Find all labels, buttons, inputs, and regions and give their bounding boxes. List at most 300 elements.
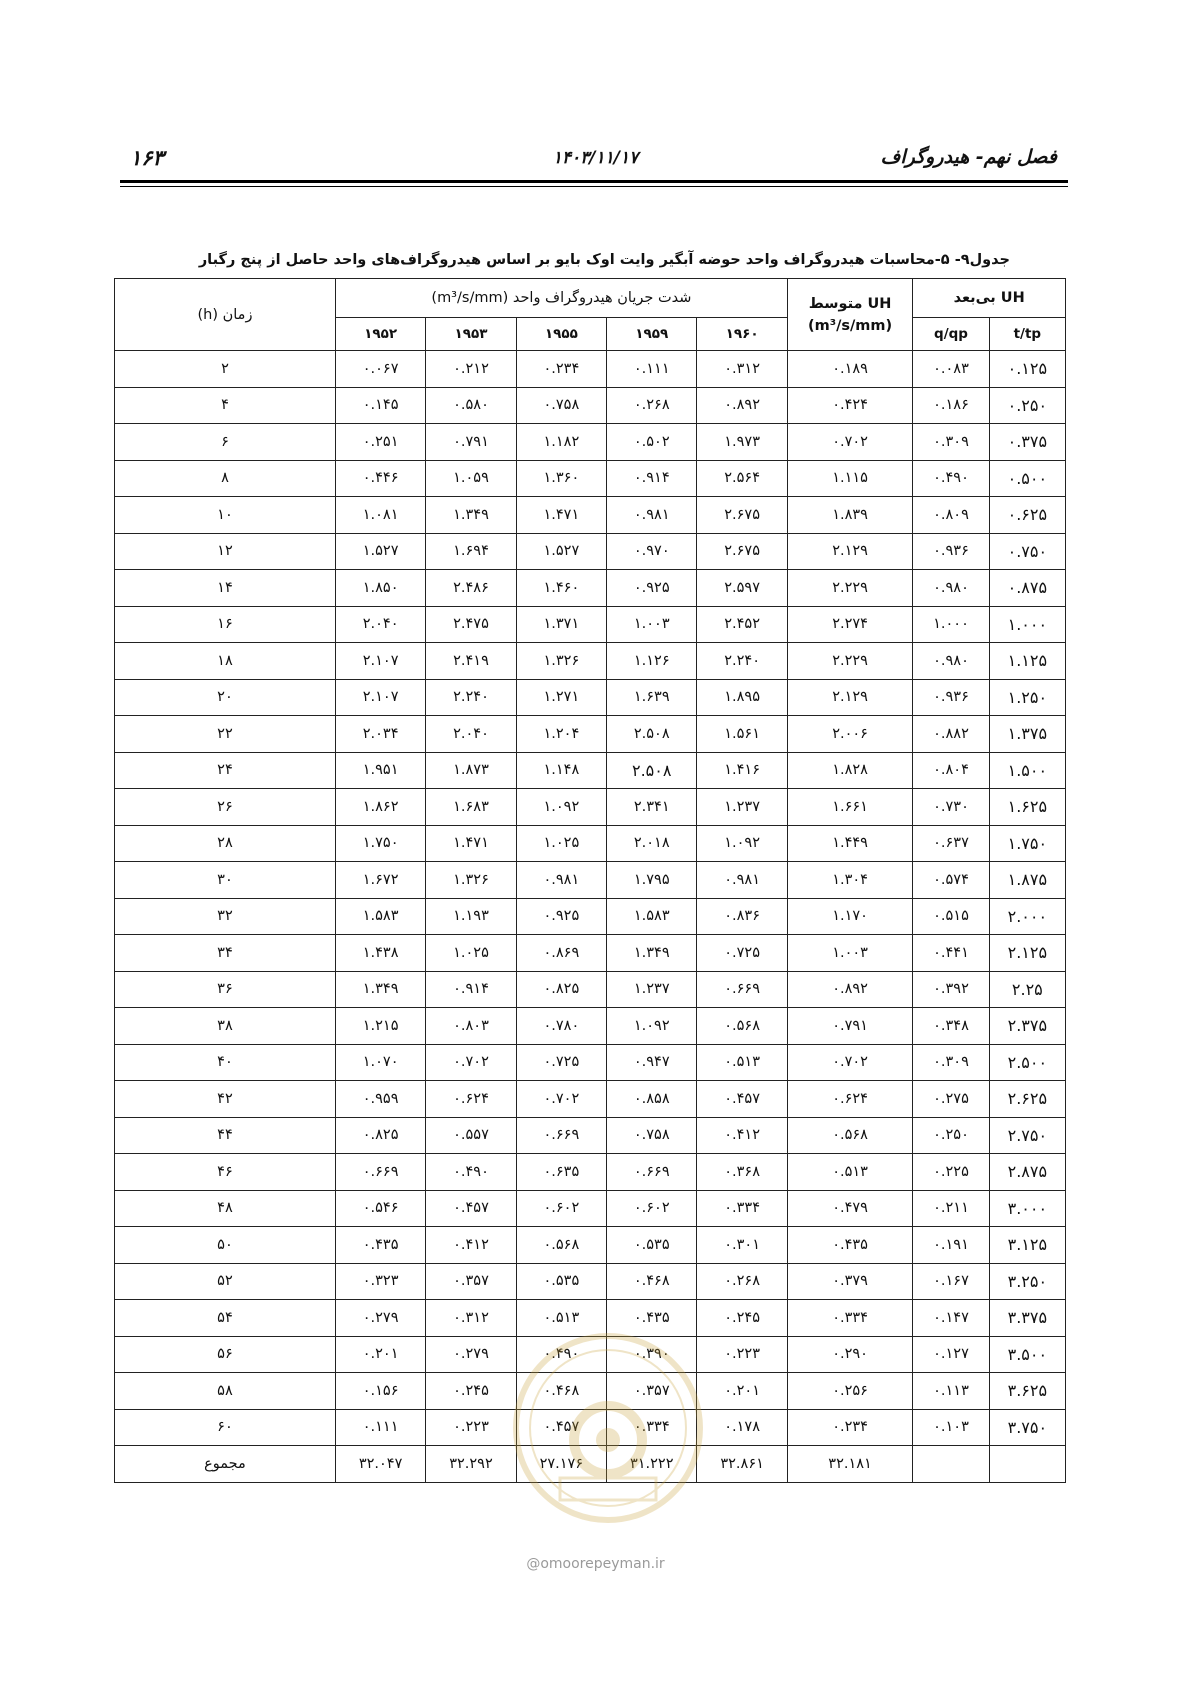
cell-y1953: ۰.۷۹۱ xyxy=(426,424,516,461)
cell-time: ۸ xyxy=(115,460,336,497)
cell-y1955: ۰.۶۶۹ xyxy=(516,1117,606,1154)
cell-y1955: ۱.۲۰۴ xyxy=(516,716,606,753)
cell-y1960: ۱.۲۳۷ xyxy=(697,789,787,826)
cell-y1955: ۰.۵۳۵ xyxy=(516,1263,606,1300)
table-row xyxy=(115,1008,1066,1045)
header-dimensionless: UH بی‌بعد xyxy=(913,279,1066,318)
cell-y1960: ۰.۸۳۶ xyxy=(697,898,787,935)
cell-avg: ۲.۱۲۹ xyxy=(787,679,913,716)
cell-qqp: ۰.۴۴۱ xyxy=(913,935,989,972)
cell-time: ۵۰ xyxy=(115,1227,336,1264)
cell-avg: ۱.۱۷۰ xyxy=(787,898,913,935)
cell-y1959: ۰.۹۴۷ xyxy=(607,1044,697,1081)
cell-y1952: ۰.۰۶۷ xyxy=(335,351,425,388)
cell-y1960: ۱.۰۹۲ xyxy=(697,825,787,862)
cell-y1952: ۱.۹۵۱ xyxy=(335,752,425,789)
cell-y1955: ۱.۴۷۱ xyxy=(516,497,606,534)
cell-qqp: ۰.۸۰۴ xyxy=(913,752,989,789)
cell-time: ۳۲ xyxy=(115,898,336,935)
cell-y1959: ۱.۲۳۷ xyxy=(607,971,697,1008)
table-row xyxy=(115,1263,1066,1300)
table-row xyxy=(115,1117,1066,1154)
cell-avg: ۰.۷۰۲ xyxy=(787,424,913,461)
cell-avg: ۰.۷۹۱ xyxy=(787,1008,913,1045)
total-y1959: ۳۱.۲۲۲ xyxy=(607,1446,697,1483)
cell-y1953: ۱.۸۷۳ xyxy=(426,752,516,789)
cell-y1955: ۰.۴۵۷ xyxy=(516,1409,606,1446)
cell-time: ۲۲ xyxy=(115,716,336,753)
cell-ttp: ۱.۲۵۰ xyxy=(989,679,1065,716)
cell-qqp: ۰.۲۱۱ xyxy=(913,1190,989,1227)
cell-y1959: ۰.۶۶۹ xyxy=(607,1154,697,1191)
cell-y1952: ۲.۱۰۷ xyxy=(335,679,425,716)
cell-avg: ۰.۲۵۶ xyxy=(787,1373,913,1410)
header-rule-thick xyxy=(120,180,1068,183)
cell-y1953: ۰.۳۵۷ xyxy=(426,1263,516,1300)
cell-qqp: ۰.۱۴۷ xyxy=(913,1300,989,1337)
cell-y1953: ۰.۵۸۰ xyxy=(426,387,516,424)
cell-ttp: ۲.۵۰۰ xyxy=(989,1044,1065,1081)
cell-qqp: ۰.۱۲۷ xyxy=(913,1336,989,1373)
total-y1952: ۳۲.۰۴۷ xyxy=(335,1446,425,1483)
watermark-url: @omoorepeyman.ir xyxy=(526,1556,665,1572)
cell-y1960: ۱.۴۱۶ xyxy=(697,752,787,789)
cell-y1952: ۰.۱۵۶ xyxy=(335,1373,425,1410)
table-row xyxy=(115,862,1066,899)
table-row xyxy=(115,1227,1066,1264)
cell-time: ۱۲ xyxy=(115,533,336,570)
cell-y1953: ۰.۲۷۹ xyxy=(426,1336,516,1373)
cell-y1952: ۱.۵۸۳ xyxy=(335,898,425,935)
cell-y1953: ۱.۴۷۱ xyxy=(426,825,516,862)
cell-y1959: ۰.۶۰۲ xyxy=(607,1190,697,1227)
cell-y1952: ۱.۷۵۰ xyxy=(335,825,425,862)
cell-y1952: ۲.۰۳۴ xyxy=(335,716,425,753)
cell-y1959: ۰.۳۹۰ xyxy=(607,1336,697,1373)
table-row xyxy=(115,606,1066,643)
cell-avg: ۱.۸۲۸ xyxy=(787,752,913,789)
cell-y1952: ۰.۳۲۳ xyxy=(335,1263,425,1300)
cell-qqp: ۰.۰۸۳ xyxy=(913,351,989,388)
cell-y1955: ۰.۷۵۸ xyxy=(516,387,606,424)
cell-y1952: ۰.۲۵۱ xyxy=(335,424,425,461)
cell-y1960: ۰.۸۹۲ xyxy=(697,387,787,424)
cell-y1952: ۱.۸۵۰ xyxy=(335,570,425,607)
cell-ttp: ۰.۳۷۵ xyxy=(989,424,1065,461)
cell-avg: ۲.۲۲۹ xyxy=(787,570,913,607)
cell-y1959: ۰.۹۸۱ xyxy=(607,497,697,534)
cell-y1960: ۲.۵۹۷ xyxy=(697,570,787,607)
cell-qqp: ۰.۵۱۵ xyxy=(913,898,989,935)
cell-qqp: ۱.۰۰۰ xyxy=(913,606,989,643)
cell-avg: ۰.۵۱۳ xyxy=(787,1154,913,1191)
cell-ttp: ۳.۷۵۰ xyxy=(989,1409,1065,1446)
cell-y1959: ۰.۵۰۲ xyxy=(607,424,697,461)
header-uh-group: شدت جریان هیدروگراف واحد (m³/s/mm) xyxy=(335,279,787,318)
cell-y1953: ۱.۰۵۹ xyxy=(426,460,516,497)
table-row xyxy=(115,497,1066,534)
cell-y1952: ۰.۱۱۱ xyxy=(335,1409,425,1446)
cell-avg: ۰.۳۷۹ xyxy=(787,1263,913,1300)
cell-avg: ۰.۶۲۴ xyxy=(787,1081,913,1118)
table-row xyxy=(115,424,1066,461)
table-row xyxy=(115,570,1066,607)
cell-y1952: ۱.۴۳۸ xyxy=(335,935,425,972)
cell-time: ۵۶ xyxy=(115,1336,336,1373)
cell-y1953: ۰.۲۲۳ xyxy=(426,1409,516,1446)
cell-y1960: ۲.۲۴۰ xyxy=(697,643,787,680)
cell-y1959: ۲.۵۰۸ xyxy=(607,752,697,789)
cell-y1955: ۱.۱۸۲ xyxy=(516,424,606,461)
cell-y1953: ۰.۹۱۴ xyxy=(426,971,516,1008)
cell-avg: ۰.۵۶۸ xyxy=(787,1117,913,1154)
cell-time: ۴۸ xyxy=(115,1190,336,1227)
cell-y1960: ۰.۱۷۸ xyxy=(697,1409,787,1446)
cell-y1955: ۰.۲۳۴ xyxy=(516,351,606,388)
cell-y1952: ۱.۲۱۵ xyxy=(335,1008,425,1045)
cell-y1953: ۱.۳۴۹ xyxy=(426,497,516,534)
cell-ttp: ۰.۵۰۰ xyxy=(989,460,1065,497)
cell-avg: ۲.۲۲۹ xyxy=(787,643,913,680)
cell-ttp: ۰.۶۲۵ xyxy=(989,497,1065,534)
cell-y1955: ۰.۷۸۰ xyxy=(516,1008,606,1045)
cell-y1953: ۰.۵۵۷ xyxy=(426,1117,516,1154)
cell-ttp: ۰.۱۲۵ xyxy=(989,351,1065,388)
cell-y1960: ۰.۷۲۵ xyxy=(697,935,787,972)
cell-time: ۳۴ xyxy=(115,935,336,972)
cell-ttp: ۱.۱۲۵ xyxy=(989,643,1065,680)
table-row xyxy=(115,1081,1066,1118)
cell-time: ۴ xyxy=(115,387,336,424)
cell-y1955: ۱.۳۶۰ xyxy=(516,460,606,497)
cell-y1960: ۰.۲۶۸ xyxy=(697,1263,787,1300)
cell-qqp: ۰.۹۸۰ xyxy=(913,570,989,607)
cell-qqp: ۰.۸۰۹ xyxy=(913,497,989,534)
table-row xyxy=(115,825,1066,862)
cell-y1960: ۰.۲۴۵ xyxy=(697,1300,787,1337)
cell-y1960: ۰.۳۳۴ xyxy=(697,1190,787,1227)
table-row xyxy=(115,533,1066,570)
cell-time: ۶۰ xyxy=(115,1409,336,1446)
table-row xyxy=(115,1044,1066,1081)
cell-y1959: ۰.۱۱۱ xyxy=(607,351,697,388)
total-label: مجموع xyxy=(115,1446,336,1483)
cell-time: ۳۰ xyxy=(115,862,336,899)
cell-y1959: ۰.۴۳۵ xyxy=(607,1300,697,1337)
cell-y1959: ۱.۶۳۹ xyxy=(607,679,697,716)
cell-y1955: ۰.۴۶۸ xyxy=(516,1373,606,1410)
cell-y1959: ۱.۷۹۵ xyxy=(607,862,697,899)
table-row xyxy=(115,387,1066,424)
cell-time: ۱۴ xyxy=(115,570,336,607)
cell-avg: ۱.۳۰۴ xyxy=(787,862,913,899)
cell-avg: ۱.۴۴۹ xyxy=(787,825,913,862)
total-avg: ۳۲.۱۸۱ xyxy=(787,1446,913,1483)
cell-time: ۲۶ xyxy=(115,789,336,826)
cell-time: ۲۰ xyxy=(115,679,336,716)
cell-ttp: ۱.۳۷۵ xyxy=(989,716,1065,753)
cell-y1960: ۱.۹۷۳ xyxy=(697,424,787,461)
cell-time: ۳۸ xyxy=(115,1008,336,1045)
cell-ttp: ۱.۷۵۰ xyxy=(989,825,1065,862)
cell-ttp: ۳.۰۰۰ xyxy=(989,1190,1065,1227)
total-ttp-empty xyxy=(989,1446,1065,1483)
cell-y1952: ۱.۶۷۲ xyxy=(335,862,425,899)
cell-ttp: ۳.۶۲۵ xyxy=(989,1373,1065,1410)
cell-y1960: ۲.۴۵۲ xyxy=(697,606,787,643)
header-year-1959: ۱۹۵۹ xyxy=(607,318,697,351)
cell-ttp: ۰.۲۵۰ xyxy=(989,387,1065,424)
cell-y1955: ۰.۶۳۵ xyxy=(516,1154,606,1191)
cell-y1952: ۰.۲۰۱ xyxy=(335,1336,425,1373)
table-row xyxy=(115,971,1066,1008)
total-y1955: ۲۷.۱۷۶ xyxy=(516,1446,606,1483)
cell-y1959: ۲.۰۱۸ xyxy=(607,825,697,862)
cell-y1953: ۰.۲۱۲ xyxy=(426,351,516,388)
cell-y1953: ۰.۷۰۲ xyxy=(426,1044,516,1081)
chapter-title: فصل نهم- هیدروگراف xyxy=(880,146,1057,168)
cell-y1959: ۲.۳۴۱ xyxy=(607,789,697,826)
cell-time: ۱۶ xyxy=(115,606,336,643)
cell-y1952: ۰.۹۵۹ xyxy=(335,1081,425,1118)
cell-avg: ۰.۱۸۹ xyxy=(787,351,913,388)
watermark-logo xyxy=(508,1328,708,1528)
cell-y1955: ۰.۷۲۵ xyxy=(516,1044,606,1081)
cell-qqp: ۰.۸۸۲ xyxy=(913,716,989,753)
cell-y1960: ۰.۴۵۷ xyxy=(697,1081,787,1118)
cell-y1953: ۰.۸۰۳ xyxy=(426,1008,516,1045)
cell-y1953: ۰.۲۴۵ xyxy=(426,1373,516,1410)
cell-y1952: ۱.۵۲۷ xyxy=(335,533,425,570)
cell-avg: ۰.۴۲۴ xyxy=(787,387,913,424)
cell-y1960: ۰.۵۶۸ xyxy=(697,1008,787,1045)
table-row xyxy=(115,643,1066,680)
cell-y1959: ۰.۹۱۴ xyxy=(607,460,697,497)
cell-y1960: ۰.۲۰۱ xyxy=(697,1373,787,1410)
table-row xyxy=(115,716,1066,753)
cell-avg: ۱.۰۰۳ xyxy=(787,935,913,972)
cell-y1955: ۱.۰۲۵ xyxy=(516,825,606,862)
cell-y1959: ۰.۹۲۵ xyxy=(607,570,697,607)
cell-y1959: ۰.۸۵۸ xyxy=(607,1081,697,1118)
cell-qqp: ۰.۱۹۱ xyxy=(913,1227,989,1264)
cell-ttp: ۲.۸۷۵ xyxy=(989,1154,1065,1191)
cell-y1959: ۱.۰۹۲ xyxy=(607,1008,697,1045)
cell-time: ۶ xyxy=(115,424,336,461)
table-row xyxy=(115,460,1066,497)
cell-qqp: ۰.۷۳۰ xyxy=(913,789,989,826)
cell-y1955: ۰.۷۰۲ xyxy=(516,1081,606,1118)
header-year-1953: ۱۹۵۳ xyxy=(426,318,516,351)
cell-y1953: ۰.۴۱۲ xyxy=(426,1227,516,1264)
cell-avg: ۰.۴۳۵ xyxy=(787,1227,913,1264)
cell-ttp: ۳.۵۰۰ xyxy=(989,1336,1065,1373)
cell-avg: ۲.۲۷۴ xyxy=(787,606,913,643)
cell-y1955: ۰.۹۲۵ xyxy=(516,898,606,935)
cell-time: ۲۴ xyxy=(115,752,336,789)
cell-qqp: ۰.۳۰۹ xyxy=(913,424,989,461)
cell-y1953: ۱.۱۹۳ xyxy=(426,898,516,935)
cell-y1960: ۰.۵۱۳ xyxy=(697,1044,787,1081)
cell-time: ۴۲ xyxy=(115,1081,336,1118)
header-rule-thin xyxy=(120,186,1068,187)
cell-y1952: ۰.۶۶۹ xyxy=(335,1154,425,1191)
table-row xyxy=(115,898,1066,935)
cell-y1952: ۰.۵۴۶ xyxy=(335,1190,425,1227)
cell-y1952: ۲.۰۴۰ xyxy=(335,606,425,643)
cell-y1953: ۰.۴۵۷ xyxy=(426,1190,516,1227)
cell-y1953: ۱.۳۲۶ xyxy=(426,862,516,899)
cell-y1953: ۲.۴۸۶ xyxy=(426,570,516,607)
cell-time: ۴۶ xyxy=(115,1154,336,1191)
cell-y1959: ۱.۳۴۹ xyxy=(607,935,697,972)
header-year-1955: ۱۹۵۵ xyxy=(516,318,606,351)
cell-y1955: ۱.۵۲۷ xyxy=(516,533,606,570)
cell-y1952: ۲.۱۰۷ xyxy=(335,643,425,680)
cell-y1959: ۰.۴۶۸ xyxy=(607,1263,697,1300)
header-t-tp: t/tp xyxy=(989,318,1065,351)
cell-avg: ۰.۲۳۴ xyxy=(787,1409,913,1446)
cell-qqp: ۰.۴۹۰ xyxy=(913,460,989,497)
header-avg-uh-unit: (m³/s/mm) xyxy=(808,317,893,334)
cell-y1960: ۰.۲۲۳ xyxy=(697,1336,787,1373)
cell-qqp: ۰.۳۴۸ xyxy=(913,1008,989,1045)
cell-ttp: ۱.۶۲۵ xyxy=(989,789,1065,826)
cell-time: ۴۰ xyxy=(115,1044,336,1081)
cell-qqp: ۰.۲۷۵ xyxy=(913,1081,989,1118)
cell-y1952: ۰.۸۲۵ xyxy=(335,1117,425,1154)
cell-avg: ۰.۸۹۲ xyxy=(787,971,913,1008)
cell-y1960: ۱.۸۹۵ xyxy=(697,679,787,716)
cell-y1959: ۲.۵۰۸ xyxy=(607,716,697,753)
cell-y1952: ۰.۱۴۵ xyxy=(335,387,425,424)
cell-y1959: ۱.۱۲۶ xyxy=(607,643,697,680)
cell-y1955: ۰.۶۰۲ xyxy=(516,1190,606,1227)
cell-y1953: ۱.۶۹۴ xyxy=(426,533,516,570)
cell-y1959: ۰.۹۷۰ xyxy=(607,533,697,570)
cell-y1955: ۰.۸۶۹ xyxy=(516,935,606,972)
header-q-qp: q/qp xyxy=(913,318,989,351)
cell-y1952: ۱.۳۴۹ xyxy=(335,971,425,1008)
cell-ttp: ۱.۰۰۰ xyxy=(989,606,1065,643)
cell-avg: ۰.۳۳۴ xyxy=(787,1300,913,1337)
cell-y1953: ۰.۴۹۰ xyxy=(426,1154,516,1191)
unit-hydrograph-table xyxy=(114,278,1066,1483)
cell-y1955: ۱.۰۹۲ xyxy=(516,789,606,826)
cell-y1952: ۰.۴۳۵ xyxy=(335,1227,425,1264)
total-qqp-empty xyxy=(913,1446,989,1483)
cell-qqp: ۰.۹۸۰ xyxy=(913,643,989,680)
cell-qqp: ۰.۱۶۷ xyxy=(913,1263,989,1300)
cell-time: ۵۸ xyxy=(115,1373,336,1410)
cell-y1960: ۲.۶۷۵ xyxy=(697,497,787,534)
cell-time: ۵۴ xyxy=(115,1300,336,1337)
cell-avg: ۱.۸۳۹ xyxy=(787,497,913,534)
cell-ttp: ۳.۳۷۵ xyxy=(989,1300,1065,1337)
cell-ttp: ۳.۲۵۰ xyxy=(989,1263,1065,1300)
header-year-1952: ۱۹۵۲ xyxy=(335,318,425,351)
cell-time: ۴۴ xyxy=(115,1117,336,1154)
cell-ttp: ۲.۷۵۰ xyxy=(989,1117,1065,1154)
table-caption: جدول۹- ۵-محاسبات هیدروگراف واحد حوضه آبگیر وایت اوک بایو بر اساس هیدروگراف‌های واحد حاصل از پنج رگبار xyxy=(198,252,1010,268)
cell-y1959: ۱.۵۸۳ xyxy=(607,898,697,935)
header-date: ۱۴۰۳/۱۱/۱۷ xyxy=(552,148,639,168)
cell-y1960: ۱.۵۶۱ xyxy=(697,716,787,753)
cell-avg: ۰.۷۰۲ xyxy=(787,1044,913,1081)
cell-ttp: ۱.۸۷۵ xyxy=(989,862,1065,899)
cell-qqp: ۰.۲۵۰ xyxy=(913,1117,989,1154)
cell-y1960: ۰.۶۶۹ xyxy=(697,971,787,1008)
cell-y1959: ۰.۷۵۸ xyxy=(607,1117,697,1154)
cell-y1960: ۲.۵۶۴ xyxy=(697,460,787,497)
cell-ttp: ۰.۷۵۰ xyxy=(989,533,1065,570)
cell-avg: ۰.۲۹۰ xyxy=(787,1336,913,1373)
cell-ttp: ۳.۱۲۵ xyxy=(989,1227,1065,1264)
cell-avg: ۰.۴۷۹ xyxy=(787,1190,913,1227)
cell-y1960: ۲.۶۷۵ xyxy=(697,533,787,570)
cell-time: ۱۸ xyxy=(115,643,336,680)
cell-y1953: ۲.۰۴۰ xyxy=(426,716,516,753)
cell-ttp: ۱.۵۰۰ xyxy=(989,752,1065,789)
cell-qqp: ۰.۲۲۵ xyxy=(913,1154,989,1191)
cell-ttp: ۲.۳۷۵ xyxy=(989,1008,1065,1045)
cell-y1955: ۰.۹۸۱ xyxy=(516,862,606,899)
cell-y1955: ۰.۸۲۵ xyxy=(516,971,606,1008)
table-row xyxy=(115,752,1066,789)
cell-qqp: ۰.۳۹۲ xyxy=(913,971,989,1008)
cell-y1960: ۰.۹۸۱ xyxy=(697,862,787,899)
cell-ttp: ۲.۲۵ xyxy=(989,971,1065,1008)
cell-y1953: ۱.۰۲۵ xyxy=(426,935,516,972)
cell-y1953: ۱.۶۸۳ xyxy=(426,789,516,826)
cell-y1959: ۱.۰۰۳ xyxy=(607,606,697,643)
table-row xyxy=(115,679,1066,716)
cell-y1952: ۱.۸۶۲ xyxy=(335,789,425,826)
cell-y1960: ۰.۴۱۲ xyxy=(697,1117,787,1154)
cell-y1952: ۰.۲۷۹ xyxy=(335,1300,425,1337)
cell-y1955: ۱.۳۲۶ xyxy=(516,643,606,680)
cell-y1953: ۲.۲۴۰ xyxy=(426,679,516,716)
header-avg-uh xyxy=(787,279,913,351)
cell-ttp: ۲.۶۲۵ xyxy=(989,1081,1065,1118)
cell-y1959: ۰.۵۳۵ xyxy=(607,1227,697,1264)
cell-y1953: ۲.۴۱۹ xyxy=(426,643,516,680)
cell-time: ۱۰ xyxy=(115,497,336,534)
cell-y1955: ۱.۱۴۸ xyxy=(516,752,606,789)
cell-qqp: ۰.۹۳۶ xyxy=(913,533,989,570)
cell-y1952: ۱.۰۷۰ xyxy=(335,1044,425,1081)
cell-y1955: ۱.۴۶۰ xyxy=(516,570,606,607)
cell-avg: ۱.۱۱۵ xyxy=(787,460,913,497)
table-row xyxy=(115,1154,1066,1191)
table-row xyxy=(115,935,1066,972)
cell-y1955: ۱.۲۷۱ xyxy=(516,679,606,716)
header-time: زمان (h) xyxy=(115,279,336,351)
table-row xyxy=(115,789,1066,826)
cell-qqp: ۰.۹۳۶ xyxy=(913,679,989,716)
cell-y1955: ۰.۵۱۳ xyxy=(516,1300,606,1337)
cell-ttp: ۲.۱۲۵ xyxy=(989,935,1065,972)
cell-time: ۵۲ xyxy=(115,1263,336,1300)
cell-qqp: ۰.۱۱۳ xyxy=(913,1373,989,1410)
table-row xyxy=(115,351,1066,388)
total-y1953: ۳۲.۲۹۲ xyxy=(426,1446,516,1483)
cell-qqp: ۰.۵۷۴ xyxy=(913,862,989,899)
cell-y1960: ۰.۳۶۸ xyxy=(697,1154,787,1191)
header-year-1960: ۱۹۶۰ xyxy=(697,318,787,351)
cell-time: ۳۶ xyxy=(115,971,336,1008)
cell-y1955: ۱.۳۷۱ xyxy=(516,606,606,643)
